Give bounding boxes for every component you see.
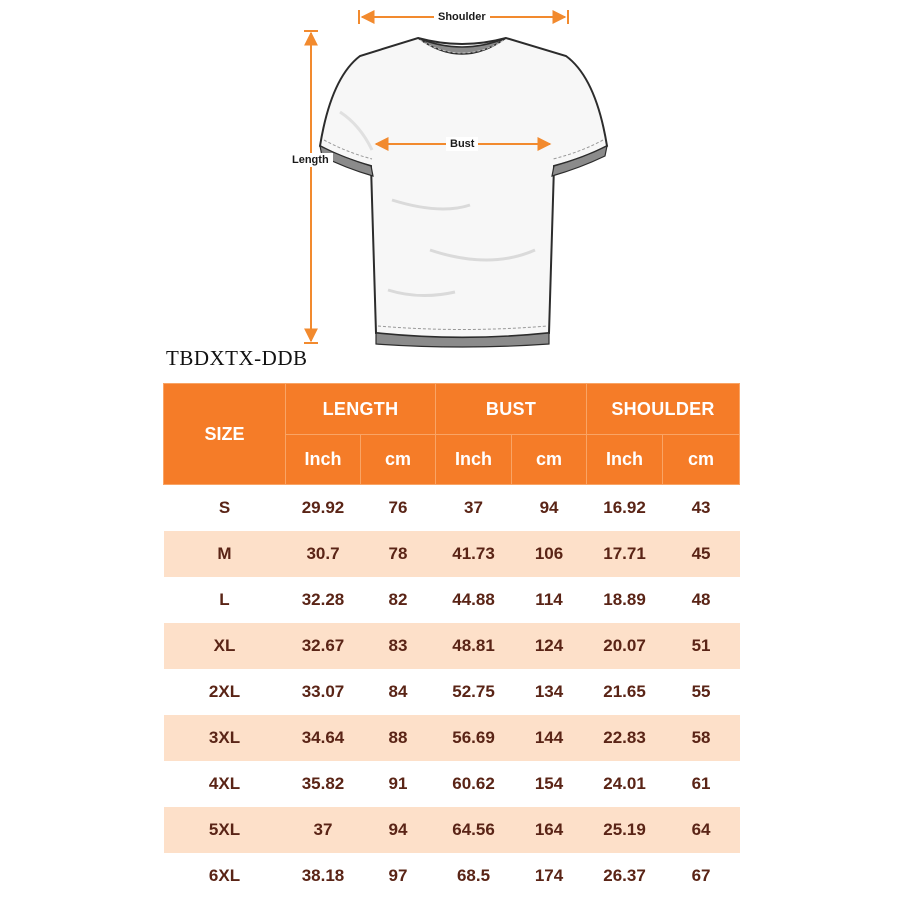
bust-label: Bust bbox=[446, 137, 478, 151]
tshirt-illustration bbox=[0, 0, 900, 360]
shoulder-cm-cell: 67 bbox=[663, 853, 740, 899]
length-inch-header: Inch bbox=[286, 435, 361, 485]
model-code: TBDXTX-DDB bbox=[166, 346, 308, 370]
bust-cm-cell: 114 bbox=[512, 577, 587, 623]
bust-cm-cell: 144 bbox=[512, 715, 587, 761]
length-cm-cell: 91 bbox=[361, 761, 436, 807]
bust-cm-cell: 174 bbox=[512, 853, 587, 899]
size-cell: 3XL bbox=[164, 715, 286, 761]
length-inch-cell: 29.92 bbox=[286, 485, 361, 532]
size-cell: 5XL bbox=[164, 807, 286, 853]
bust-cm-cell: 94 bbox=[512, 485, 587, 532]
bust-inch-cell: 48.81 bbox=[436, 623, 512, 669]
bust-cm-cell: 106 bbox=[512, 531, 587, 577]
shoulder-cm-cell: 58 bbox=[663, 715, 740, 761]
size-column-header: SIZE bbox=[164, 384, 286, 485]
table-row bbox=[164, 669, 740, 715]
shoulder-cm-cell: 64 bbox=[663, 807, 740, 853]
table-row bbox=[164, 623, 740, 669]
table-row bbox=[164, 531, 740, 577]
bust-inch-cell: 56.69 bbox=[436, 715, 512, 761]
shoulder-group-header: SHOULDER bbox=[587, 384, 740, 435]
table-row bbox=[164, 853, 740, 899]
length-cm-cell: 88 bbox=[361, 715, 436, 761]
size-cell: 6XL bbox=[164, 853, 286, 899]
size-cell: 4XL bbox=[164, 761, 286, 807]
bust-group-header: BUST bbox=[436, 384, 587, 435]
table-row bbox=[164, 761, 740, 807]
size-cell: XL bbox=[164, 623, 286, 669]
table-row bbox=[164, 807, 740, 853]
shoulder-inch-cell: 17.71 bbox=[587, 531, 663, 577]
shoulder-cm-cell: 51 bbox=[663, 623, 740, 669]
length-inch-cell: 38.18 bbox=[286, 853, 361, 899]
shoulder-label: Shoulder bbox=[434, 10, 490, 24]
bust-inch-cell: 41.73 bbox=[436, 531, 512, 577]
shoulder-inch-cell: 21.65 bbox=[587, 669, 663, 715]
bust-inch-cell: 37 bbox=[436, 485, 512, 532]
size-cell: L bbox=[164, 577, 286, 623]
shoulder-inch-cell: 18.89 bbox=[587, 577, 663, 623]
length-inch-cell: 35.82 bbox=[286, 761, 361, 807]
shoulder-inch-cell: 25.19 bbox=[587, 807, 663, 853]
length-inch-cell: 34.64 bbox=[286, 715, 361, 761]
length-cm-cell: 82 bbox=[361, 577, 436, 623]
length-cm-cell: 83 bbox=[361, 623, 436, 669]
shoulder-inch-cell: 22.83 bbox=[587, 715, 663, 761]
bust-cm-cell: 134 bbox=[512, 669, 587, 715]
length-cm-cell: 97 bbox=[361, 853, 436, 899]
bust-cm-cell: 124 bbox=[512, 623, 587, 669]
length-cm-cell: 78 bbox=[361, 531, 436, 577]
length-cm-cell: 76 bbox=[361, 485, 436, 532]
bust-inch-cell: 64.56 bbox=[436, 807, 512, 853]
tshirt-measurement-diagram bbox=[0, 0, 900, 360]
table-row bbox=[164, 485, 740, 532]
size-cell: M bbox=[164, 531, 286, 577]
bust-inch-cell: 44.88 bbox=[436, 577, 512, 623]
tshirt-body bbox=[320, 38, 607, 338]
length-cm-cell: 94 bbox=[361, 807, 436, 853]
shoulder-inch-cell: 20.07 bbox=[587, 623, 663, 669]
length-inch-cell: 32.67 bbox=[286, 623, 361, 669]
bust-inch-cell: 52.75 bbox=[436, 669, 512, 715]
length-group-header: LENGTH bbox=[286, 384, 436, 435]
size-chart-table bbox=[163, 383, 740, 899]
length-label: Length bbox=[288, 153, 333, 167]
table-row bbox=[164, 577, 740, 623]
shoulder-cm-cell: 45 bbox=[663, 531, 740, 577]
shoulder-cm-cell: 61 bbox=[663, 761, 740, 807]
length-cm-header: cm bbox=[361, 435, 436, 485]
table-row bbox=[164, 715, 740, 761]
length-cm-cell: 84 bbox=[361, 669, 436, 715]
size-cell: 2XL bbox=[164, 669, 286, 715]
shoulder-cm-cell: 55 bbox=[663, 669, 740, 715]
shoulder-inch-cell: 16.92 bbox=[587, 485, 663, 532]
shoulder-inch-header: Inch bbox=[587, 435, 663, 485]
length-inch-cell: 30.7 bbox=[286, 531, 361, 577]
shoulder-cm-header: cm bbox=[663, 435, 740, 485]
bust-cm-cell: 154 bbox=[512, 761, 587, 807]
length-inch-cell: 37 bbox=[286, 807, 361, 853]
bust-cm-header: cm bbox=[512, 435, 587, 485]
length-inch-cell: 33.07 bbox=[286, 669, 361, 715]
size-cell: S bbox=[164, 485, 286, 532]
shoulder-cm-cell: 43 bbox=[663, 485, 740, 532]
shoulder-inch-cell: 26.37 bbox=[587, 853, 663, 899]
shoulder-cm-cell: 48 bbox=[663, 577, 740, 623]
shoulder-inch-cell: 24.01 bbox=[587, 761, 663, 807]
bust-inch-cell: 60.62 bbox=[436, 761, 512, 807]
bust-cm-cell: 164 bbox=[512, 807, 587, 853]
bust-inch-header: Inch bbox=[436, 435, 512, 485]
bust-inch-cell: 68.5 bbox=[436, 853, 512, 899]
length-inch-cell: 32.28 bbox=[286, 577, 361, 623]
